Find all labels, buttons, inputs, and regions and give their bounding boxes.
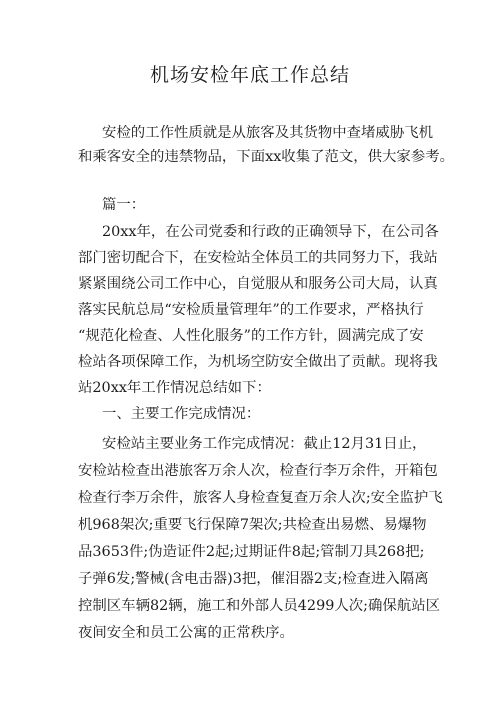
document-title: 机场安检年底工作总结 xyxy=(149,64,350,86)
section-heading: 篇一： xyxy=(102,197,146,213)
paragraph-line: 安检站检查出港旅客万余人次，检查行李万余件，开箱包 xyxy=(78,463,438,479)
intro-line: 安检的工作性质就是从旅客及其货物中查堵威胁飞机 xyxy=(102,125,433,141)
paragraph-line: 安检站主要业务工作完成情况：截止12月31日止， xyxy=(102,436,427,452)
subheading: 一、主要工作完成情况： xyxy=(102,406,261,422)
paragraph-line: 品3653件;伪造证件2起;过期证件8起;管制刀具268把; xyxy=(78,544,425,560)
paragraph-line: 20xx年，在公司党委和行政的正确领导下，在公司各 xyxy=(102,224,439,240)
paragraph-line: 部门密切配合下，在安检站全体员工的共同努力下，我站 xyxy=(78,250,438,266)
paragraph-line: 机968架次;重要飞行保障7架次;共检查出易燃、易爆物 xyxy=(78,517,427,533)
paragraph-line: 站20xx年工作情况总结如下： xyxy=(78,380,271,396)
paragraph-line: 检站各项保障工作，为机场空防安全做出了贡献。现将我 xyxy=(78,354,438,370)
paragraph-line: 控制区车辆82辆，施工和外部人员4299人次;确保航站区 xyxy=(78,598,440,614)
paragraph-line: 紧紧围绕公司工作中心，自觉服从和服务公司大局，认真 xyxy=(78,276,438,292)
paragraph-line: 夜间安全和员工公寓的正常秩序。 xyxy=(78,625,294,641)
paragraph-line: 落实民航总局“安检质量管理年”的工作要求，严格执行 xyxy=(78,302,424,318)
intro-line: 和乘客安全的违禁物品，下面xx收集了范文，供大家参考。 xyxy=(78,149,454,165)
paragraph-line: “规范化检查、人性化服务”的工作方针，圆满完成了安 xyxy=(78,328,424,344)
paragraph-line: 子弹6发;警械(含电击器)3把，催泪器2支;检查进入隔离 xyxy=(78,571,429,587)
paragraph-line: 检查行李万余件，旅客人身检查复查万余人次;安全监护飞 xyxy=(78,490,443,506)
